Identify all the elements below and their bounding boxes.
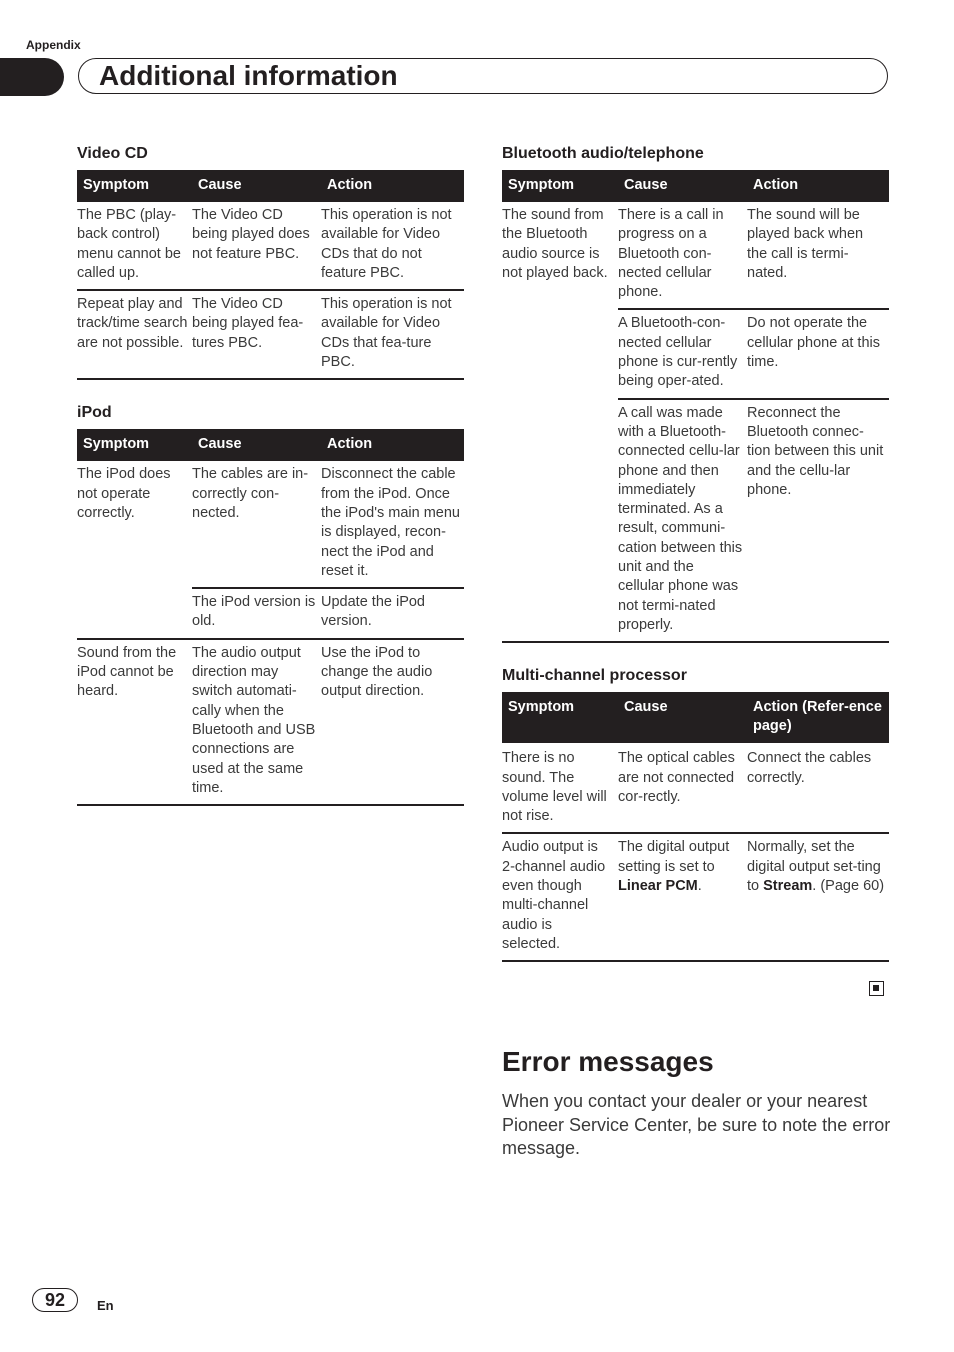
symptom-cell: There is no sound. The volume level will not rise. (502, 743, 618, 833)
cause-suffix: . (697, 878, 702, 895)
setting-term: Linear PCM (618, 878, 698, 895)
symptom-cell: The sound from the Bluetooth audio source is not played back. (502, 202, 618, 642)
cause-cell: The cables are in-correctly con-nected. (192, 461, 321, 588)
action-cell: Use the iPod to change the audio output direction. (321, 639, 464, 805)
col-symptom: Symptom (77, 429, 192, 461)
col-action: Action (321, 429, 464, 461)
left-column (77, 142, 464, 827)
cause-cell: The iPod version is old. (192, 588, 321, 639)
page-number: 92 (32, 1288, 78, 1312)
ipod-table (77, 429, 464, 806)
cause-cell: There is a call in progress on a Bluetooth con-nected cellular phone. (618, 202, 747, 309)
section-tab-marker (0, 58, 64, 96)
table-row (502, 202, 889, 309)
symptom-cell: Audio output is 2-channel audio even though multi-channel audio is selected. (502, 833, 618, 961)
symptom-cell: The iPod does not operate correctly. (77, 461, 192, 638)
multichannel-table (502, 692, 889, 962)
symptom-cell: The PBC (play-back control) menu cannot be called up. (77, 202, 192, 290)
table-row (502, 743, 889, 833)
cause-cell: The optical cables are not connected cor-rectly. (618, 743, 747, 833)
table-row (77, 202, 464, 290)
section-label: Appendix (26, 38, 81, 52)
error-messages-body: When you contact your dealer or your nearest Pioneer Service Center, be sure to note the error message. (502, 1091, 891, 1158)
end-of-section-icon (869, 981, 884, 996)
col-cause: Cause (618, 170, 747, 202)
symptom-cell: Sound from the iPod cannot be heard. (77, 639, 192, 805)
table-row (502, 833, 889, 961)
action-cell: Connect the cables correctly. (747, 743, 889, 833)
bluetooth-title: Bluetooth audio/telephone (502, 145, 704, 162)
col-action: Action (321, 170, 464, 202)
action-suffix: . (Page 60) (812, 878, 885, 895)
col-cause: Cause (618, 692, 747, 743)
cause-cell: The audio output direction may switch automati-cally when the Bluetooth and USB connections are used at the same time. (192, 639, 321, 805)
col-cause: Cause (192, 170, 321, 202)
col-symptom: Symptom (502, 692, 618, 743)
col-cause: Cause (192, 429, 321, 461)
page-title: Additional information (99, 60, 398, 91)
col-symptom: Symptom (502, 170, 618, 202)
language-label: En (97, 1298, 114, 1313)
action-cell: Update the iPod version. (321, 588, 464, 639)
action-cell: This operation is not available for Video CDs that do not feature PBC. (321, 202, 464, 290)
action-cell: Disconnect the cable from the iPod. Once the iPod's main menu is displayed, recon-nect the iPod and reset it. (321, 461, 464, 588)
action-cell: Do not operate the cellular phone at this time. (747, 309, 889, 398)
cause-cell (618, 833, 747, 961)
error-messages-title: Error messages (502, 1046, 714, 1077)
cause-cell: The Video CD being played does not feature PBC. (192, 202, 321, 290)
col-action: Action (747, 170, 889, 202)
col-symptom: Symptom (77, 170, 192, 202)
action-cell: This operation is not available for Video CDs that fea-ture PBC. (321, 290, 464, 379)
cause-cell: The Video CD being played fea-tures PBC. (192, 290, 321, 379)
action-cell (747, 833, 889, 961)
setting-term: Stream (763, 878, 813, 895)
multichannel-title: Multi-channel processor (502, 667, 687, 685)
action-cell: The sound will be played back when the call is termi-nated. (747, 202, 889, 309)
right-column (502, 142, 889, 983)
video-cd-title: Video CD (77, 145, 148, 162)
table-row (77, 461, 464, 588)
ipod-title: iPod (77, 404, 112, 422)
col-action: Action (Refer-ence page) (747, 692, 889, 743)
cause-cell: A call was made with a Bluetooth-connected cellu-lar phone and then immediately terminated. As a result, communi-cation between this unit and the cellular phone was not termi-nated properly. (618, 399, 747, 643)
table-row (77, 639, 464, 805)
table-row (77, 290, 464, 379)
action-text: Normally, set the digital output set-ting to (747, 839, 881, 895)
symptom-cell: Repeat play and track/time search are not possible. (77, 290, 192, 379)
cause-cell: A Bluetooth-con-nected cellular phone is cur-rently being oper-ated. (618, 309, 747, 398)
cause-text: The digital output setting is set to (618, 839, 730, 875)
video-cd-table (77, 170, 464, 380)
action-cell: Reconnect the Bluetooth connec-tion between this unit and the cellu-lar phone. (747, 399, 889, 643)
title-bar (78, 58, 888, 94)
bluetooth-table (502, 170, 889, 643)
